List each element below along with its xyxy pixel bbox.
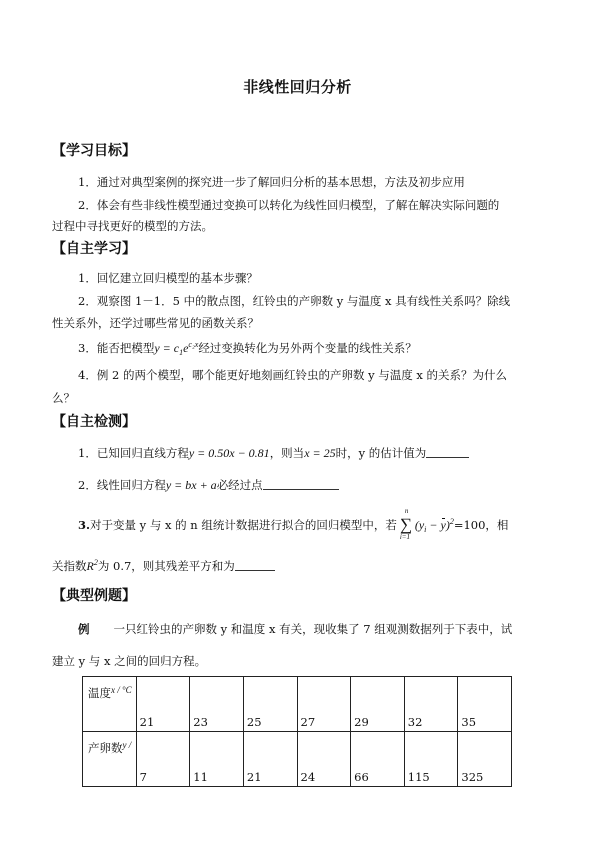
self-check-item-1-middle: ，则当: [269, 446, 305, 460]
goal-item-2-line-1: 2．体会有些非线性模型通过变换可以转化为线性回归模型，了解在解决实际问题的: [78, 198, 500, 212]
egg-count-unit: y /: [122, 740, 132, 750]
self-study-item-3-prefix: 3．能否把模型: [78, 341, 155, 355]
goal-item-1: 1．通过对典型案例的探究进一步了解回归分析的基本思想，方法及初步应用: [78, 175, 465, 189]
model-formula: [154, 341, 198, 355]
section-heading-examples: 【典型例题】: [52, 588, 136, 604]
sum-power: 2: [449, 517, 454, 526]
temperature-row-header: [83, 677, 137, 732]
sum-body-left: (y: [414, 518, 425, 532]
egg-count-cell-3: 21: [243, 732, 297, 787]
egg-count-cell-5: 66: [351, 732, 405, 787]
example-label: 例: [78, 622, 90, 636]
temperature-cell-7: 35: [458, 677, 512, 732]
self-check-item-3-line-2: [52, 558, 275, 574]
sum-body-minus: −: [426, 518, 441, 532]
temperature-cell-1: 21: [136, 677, 190, 732]
model-c: c: [173, 341, 180, 355]
temperature-header-label: 温度: [88, 686, 111, 700]
section-heading-self-study: 【自主学习】: [52, 241, 136, 257]
temperature-unit: x / °C: [111, 685, 132, 695]
sum-body-right: ): [445, 518, 450, 532]
self-check-item-2: [78, 478, 339, 493]
model-c-subscript: 1: [179, 348, 184, 357]
answer-blank-3[interactable]: [235, 570, 275, 571]
x-condition: x = 25: [304, 446, 336, 460]
temperature-cell-2: 23: [190, 677, 244, 732]
observation-table: [82, 676, 512, 787]
egg-count-cell-1: 7: [136, 732, 190, 787]
self-check-item-1: [78, 446, 469, 461]
egg-count-header-label: 产卵数: [88, 741, 123, 755]
self-check-item-3-line-2-prefix: 关指数: [52, 559, 87, 573]
model-exponent: c₂x: [188, 340, 199, 349]
self-check-item-3-line-2-suffix: 为 0.7，则其残差平方和为: [97, 559, 235, 573]
self-check-item-2-prefix: 2．线性回归方程: [78, 478, 166, 492]
mean-y: y: [440, 518, 446, 532]
r-squared: [87, 559, 98, 573]
self-study-item-2-line-2: 性关系外，还学过哪些常见的函数关系？: [52, 316, 259, 330]
egg-count-cell-4: 24: [297, 732, 351, 787]
temperature-cell-4: 27: [297, 677, 351, 732]
linear-regression-equation: y = bx + a: [165, 478, 217, 492]
section-heading-goals: 【学习目标】: [52, 143, 136, 159]
self-check-item-1-suffix: 时，y 的估计值为: [335, 446, 427, 460]
sum-value: =100，相: [453, 518, 509, 532]
r-symbol: R: [86, 559, 94, 573]
r-power: 2: [93, 558, 98, 567]
section-heading-self-check: 【自主检测】: [52, 414, 136, 430]
goal-item-2-line-2: 过程中寻找更好的模型的方法。: [52, 219, 213, 233]
temperature-cell-5: 29: [351, 677, 405, 732]
summation-upper-limit: n: [404, 507, 409, 515]
example-line-1: [78, 623, 512, 637]
sum-squared-residual-formula: [397, 507, 454, 541]
self-check-item-1-prefix: 1．已知回归直线方程: [78, 446, 189, 460]
self-study-item-2-line-1: 2．观察图 1－1．5 中的散点图，红铃虫的产卵数 y 与温度 x 具有线性关系吗？除线: [78, 294, 511, 308]
self-check-item-2-suffix: 必经过点: [216, 478, 263, 492]
self-study-item-4-line-1: 4．例 2 的两个模型，哪个能更好地刻画红铃虫的产卵数 y 与温度 x 的关系？为什么: [78, 368, 508, 382]
summation-sign: [398, 507, 414, 541]
self-study-item-3-suffix: 经过变换转化为另外两个变量的线性关系？: [198, 341, 417, 355]
example-line-2: 建立 y 与 x 之间的回归方程。: [52, 654, 207, 668]
sigma-icon: ∑: [399, 515, 412, 534]
example-text-line-1: 一只红铃虫的产卵数 y 和温度 x 有关，现收集了 7 组观测数据列于下表中，试: [113, 622, 513, 636]
self-check-item-3-text: 对于变量 y 与 x 的 n 组统计数据进行拟合的回归模型中，若: [90, 518, 397, 532]
answer-blank-1[interactable]: [426, 457, 469, 458]
egg-count-cell-2: 11: [190, 732, 244, 787]
summation-lower-limit: i=1: [399, 533, 411, 541]
regression-equation: y = 0.50x − 0.81: [188, 446, 270, 460]
answer-blank-2[interactable]: [263, 489, 339, 490]
self-study-item-4-line-2: 么？: [52, 391, 75, 405]
temperature-row: [83, 677, 512, 732]
egg-count-row-header: [83, 732, 137, 787]
egg-count-cell-6: 115: [404, 732, 458, 787]
model-equals: =: [159, 341, 174, 355]
model-y: y: [154, 341, 160, 355]
model-e: e: [183, 341, 189, 355]
sum-body-subscript: i: [424, 525, 427, 534]
self-study-item-1: 1．回忆建立回归模型的基本步骤？: [78, 271, 258, 285]
self-check-item-3-number: 3.: [78, 518, 91, 532]
temperature-cell-6: 32: [404, 677, 458, 732]
self-check-item-3-line-1: [78, 507, 509, 541]
self-study-item-3: [78, 340, 417, 358]
page-title: 非线性回归分析: [243, 78, 352, 96]
temperature-cell-3: 25: [243, 677, 297, 732]
egg-count-row: [83, 732, 512, 787]
egg-count-cell-7: 325: [458, 732, 512, 787]
